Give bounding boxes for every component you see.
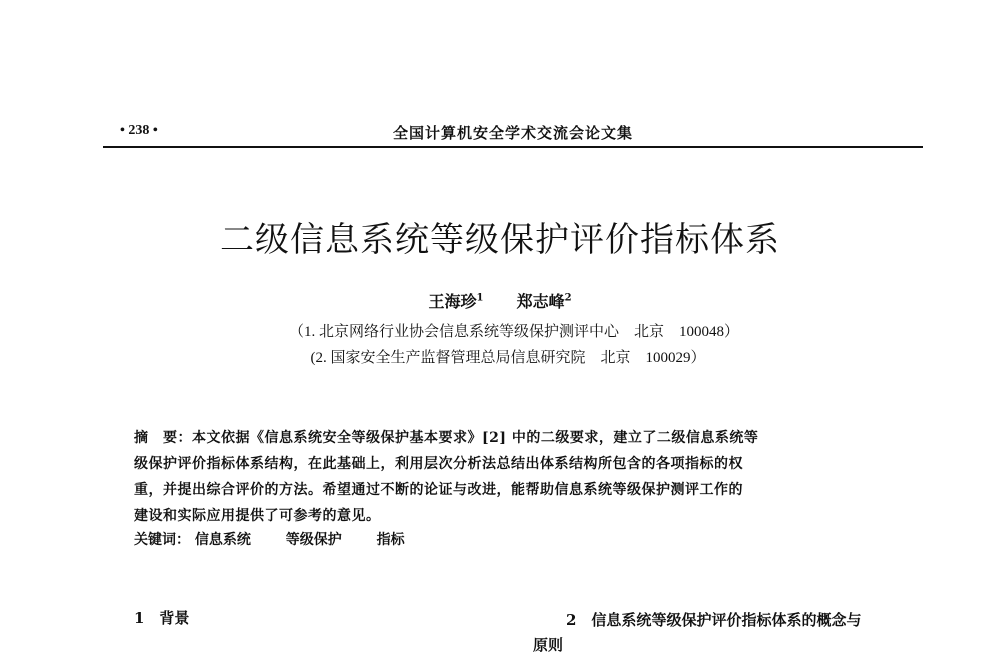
header-rule	[103, 146, 923, 148]
section-heading-2: 2 信息系统等级保护评价指标体系的概念与	[566, 611, 862, 629]
affiliation-2: (2. 国家安全生产监督管理总局信息研究院 北京 100029）	[310, 350, 706, 366]
keywords-label: 关键词：	[134, 532, 190, 548]
page-number: • 238 •	[120, 123, 158, 138]
paper-title: 二级信息系统等级保护评价指标体系	[220, 220, 780, 260]
running-header	[103, 118, 923, 148]
affiliation-1: （1. 北京网络行业协会信息系统等级保护测评中心 北京 100048）	[288, 324, 739, 340]
abstract-line: 级保护评价指标体系结构，在此基础上，利用层次分析法总结出体系结构所包含的各项指标的权	[134, 456, 743, 472]
author-2: 郑志峰	[516, 292, 565, 311]
author-1: 王海珍	[428, 292, 477, 311]
keyword: 信息系统	[194, 532, 251, 548]
section-heading-2-continued: 原则	[533, 636, 564, 654]
journal-title: 全国计算机安全学术交流会论文集	[392, 124, 633, 142]
author-line	[0, 289, 1000, 312]
abstract-line: 建设和实际应用提供了可参考的意见。	[134, 508, 381, 524]
author-1-affil: 1	[476, 292, 484, 304]
keyword: 指标	[376, 532, 405, 548]
author-2-affil: 2	[564, 292, 572, 304]
keyword: 等级保护	[285, 532, 342, 548]
abstract	[134, 425, 894, 529]
section-heading-1: 1 背景	[134, 609, 190, 627]
abstract-line: 重，并提出综合评价的方法。希望通过不断的论证与改进，能帮助信息系统等级保护测评工作的	[134, 482, 743, 498]
abstract-line: 摘 要：本文依据《信息系统安全等级保护基本要求》[2] 中的二级要求，建立了二级信息系统等	[134, 430, 759, 446]
keywords	[134, 529, 435, 549]
